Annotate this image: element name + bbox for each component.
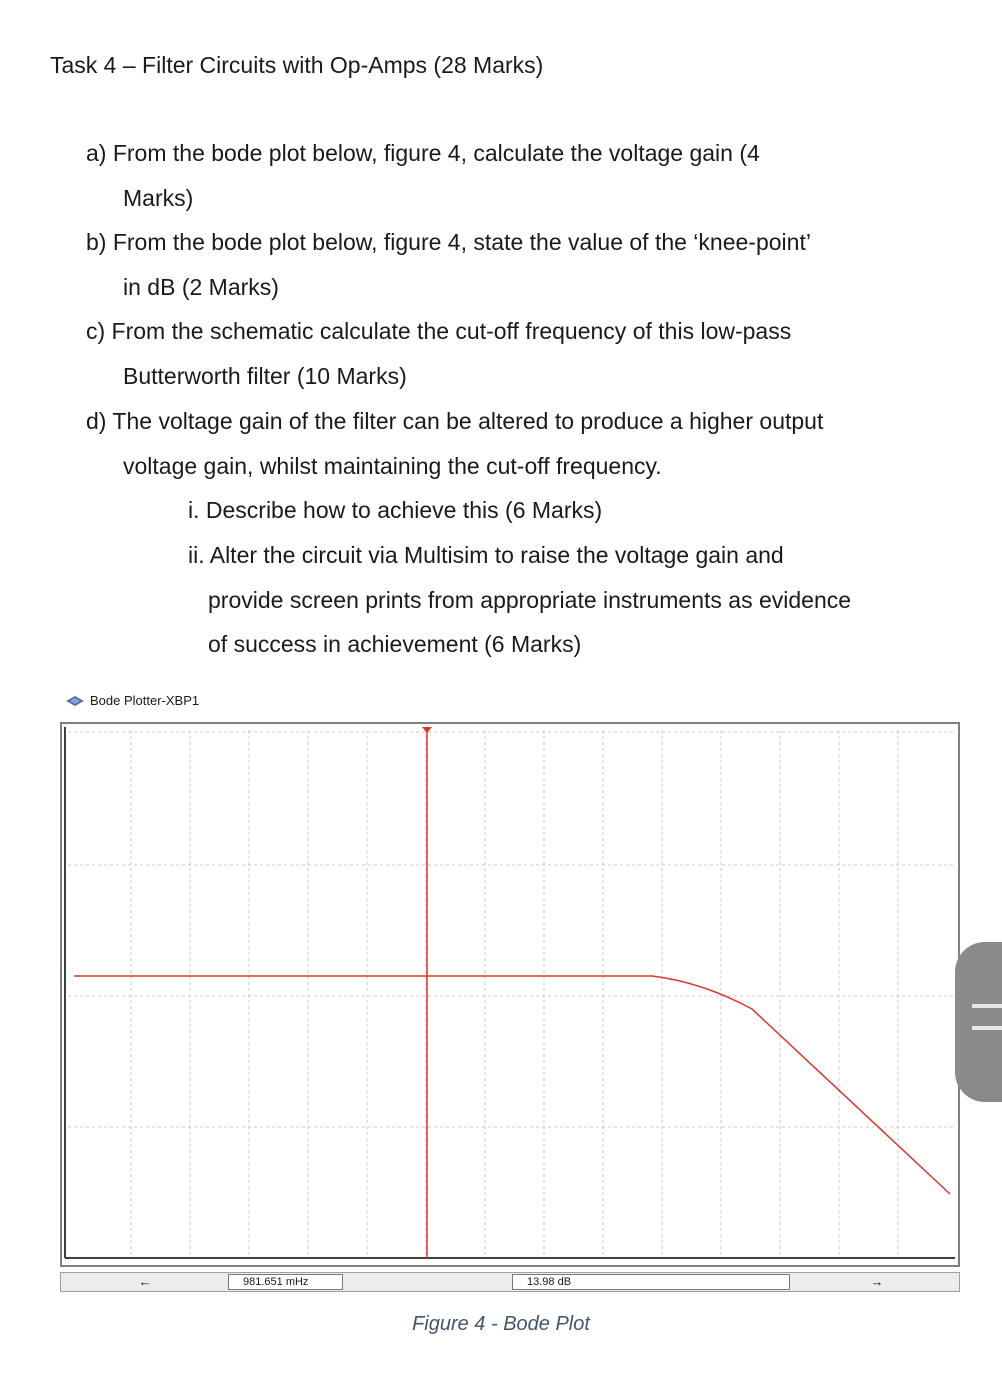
question-d-ii-line3: of success in achievement (6 Marks) <box>208 631 582 657</box>
bode-plot-area[interactable] <box>60 722 960 1267</box>
bode-window-title: Bode Plotter-XBP1 <box>90 693 200 708</box>
question-d-ii-line1: ii. Alter the circuit via Multisim to raise the voltage gain and <box>188 542 784 568</box>
cursor-right-button[interactable]: → <box>870 1274 884 1289</box>
handle-grip-icon <box>972 1004 1002 1030</box>
question-d-line2: voltage gain, whilst maintaining the cut-off frequency. <box>123 453 662 479</box>
question-d-ii-line2: provide screen prints from appropriate instruments as evidence <box>208 587 852 613</box>
readout-bar <box>60 1272 960 1292</box>
question-a-line1: a) From the bode plot below, figure 4, calculate the voltage gain (4 <box>86 140 760 166</box>
gain-trace <box>74 976 950 1194</box>
question-d-i: i. Describe how to achieve this (6 Marks) <box>188 497 603 523</box>
question-b-line2: in dB (2 Marks) <box>123 274 279 300</box>
question-c-line1: c) From the schematic calculate the cut-off frequency of this low-pass <box>86 318 792 344</box>
question-c-line2: Butterworth filter (10 Marks) <box>123 363 407 389</box>
side-panel-handle[interactable] <box>955 942 1002 1102</box>
plot-grid <box>68 730 954 1256</box>
bode-window-header <box>66 693 199 708</box>
question-b-line1: b) From the bode plot below, figure 4, state the value of the ‘knee-point’ <box>86 229 811 255</box>
gain-readout: 13.98 dB <box>512 1274 790 1290</box>
bode-plot-svg <box>62 724 958 1265</box>
frequency-readout: 981.651 mHz <box>228 1274 343 1290</box>
task-title: Task 4 – Filter Circuits with Op-Amps (28 Marks) <box>50 52 544 78</box>
cursor-left-button[interactable]: ← <box>138 1274 152 1289</box>
question-d-line1: d) The voltage gain of the filter can be altered to produce a higher output <box>86 408 824 434</box>
figure-caption: Figure 4 - Bode Plot <box>412 1313 590 1335</box>
multisim-instrument-icon <box>66 696 84 706</box>
question-a-line2: Marks) <box>123 185 194 211</box>
